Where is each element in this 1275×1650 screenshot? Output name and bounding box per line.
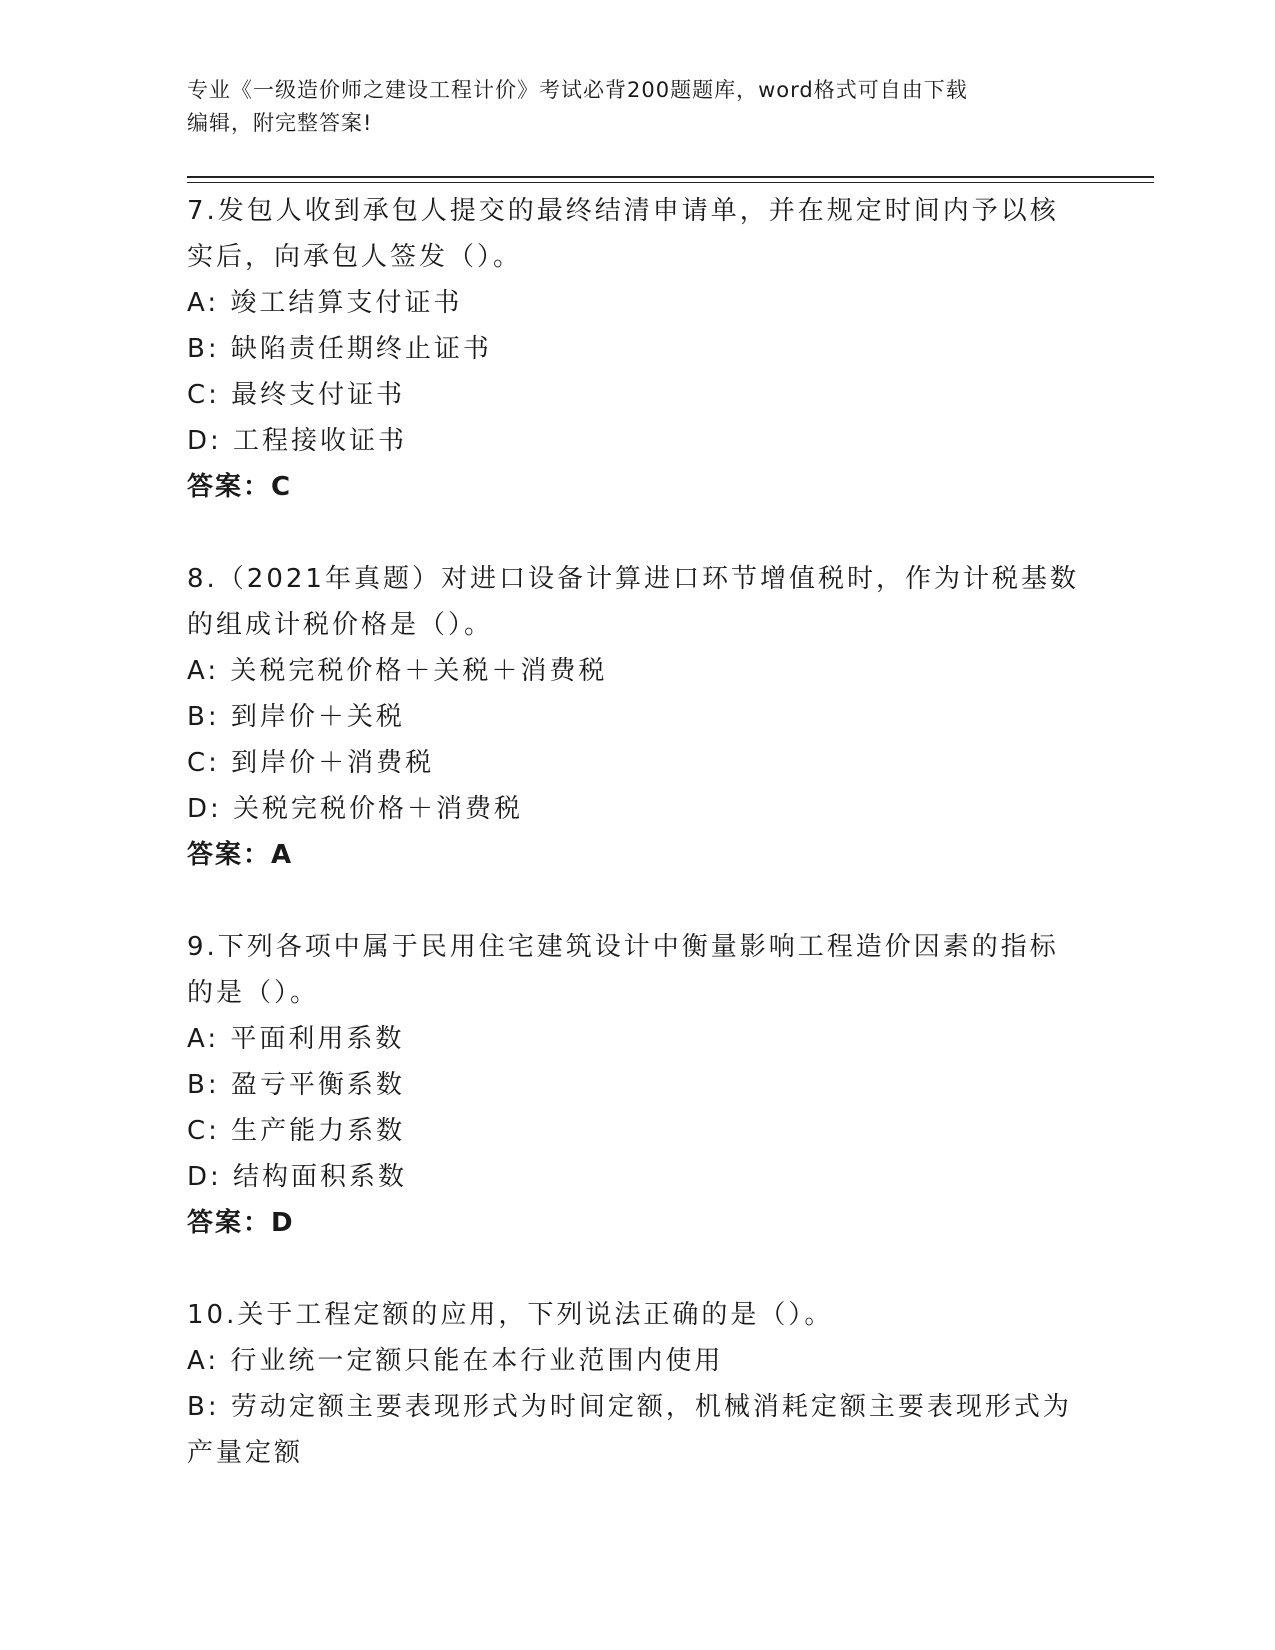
option-a: A: 关税完税价格＋关税＋消费税 xyxy=(187,656,608,686)
option-a: A: 行业统一定额只能在本行业范围内使用 xyxy=(187,1346,724,1376)
header-line-1: 专业《一级造价师之建设工程计价》考试必背200题题库，word格式可自由下载 xyxy=(187,78,968,102)
spacer xyxy=(187,1246,1087,1292)
option-b: B: 到岸价＋关税 xyxy=(187,702,405,732)
question-text: 的组成计税价格是（）。 xyxy=(187,610,494,640)
option-b: B: 盈亏平衡系数 xyxy=(187,1070,405,1100)
question-text: 10.关于工程定额的应用，下列说法正确的是（）。 xyxy=(187,1300,834,1330)
spacer xyxy=(187,510,1087,556)
option-a: A: 平面利用系数 xyxy=(187,1024,405,1054)
question-text: 8.（2021年真题）对进口设备计算进口环节增值税时，作为计税基数 xyxy=(187,564,1079,594)
question-text: 实后，向承包人签发（）。 xyxy=(187,242,523,272)
answer: 答案：C xyxy=(187,472,293,502)
document-header xyxy=(187,74,1087,140)
header-line-2: 编辑，附完整答案! xyxy=(187,111,373,135)
option-d: D: 工程接收证书 xyxy=(187,426,408,456)
question-8 xyxy=(187,556,1087,878)
option-d: D: 关税完税价格＋消费税 xyxy=(187,794,524,824)
option-d: D: 结构面积系数 xyxy=(187,1162,408,1192)
option-a: A: 竣工结算支付证书 xyxy=(187,288,463,318)
answer: 答案：A xyxy=(187,840,294,870)
question-text: 的是（）。 xyxy=(187,978,320,1008)
question-9 xyxy=(187,924,1087,1246)
question-text: 9.下列各项中属于民用住宅建筑设计中衡量影响工程造价因素的指标 xyxy=(187,932,1059,962)
question-text: 7.发包人收到承包人提交的最终结清申请单，并在规定时间内予以核 xyxy=(187,196,1059,226)
header-divider-thin xyxy=(187,182,1154,183)
option-c: C: 生产能力系数 xyxy=(187,1116,406,1146)
option-b-continued: 产量定额 xyxy=(187,1438,304,1468)
option-c: C: 到岸价＋消费税 xyxy=(187,748,435,778)
header-divider-thick xyxy=(187,176,1154,178)
answer: 答案：D xyxy=(187,1208,295,1238)
option-b: B: 缺陷责任期终止证书 xyxy=(187,334,492,364)
question-list xyxy=(187,188,1087,1476)
option-b: B: 劳动定额主要表现形式为时间定额，机械消耗定额主要表现形式为 xyxy=(187,1392,1072,1422)
question-7 xyxy=(187,188,1087,510)
question-10 xyxy=(187,1292,1087,1476)
spacer xyxy=(187,878,1087,924)
option-c: C: 最终支付证书 xyxy=(187,380,406,410)
